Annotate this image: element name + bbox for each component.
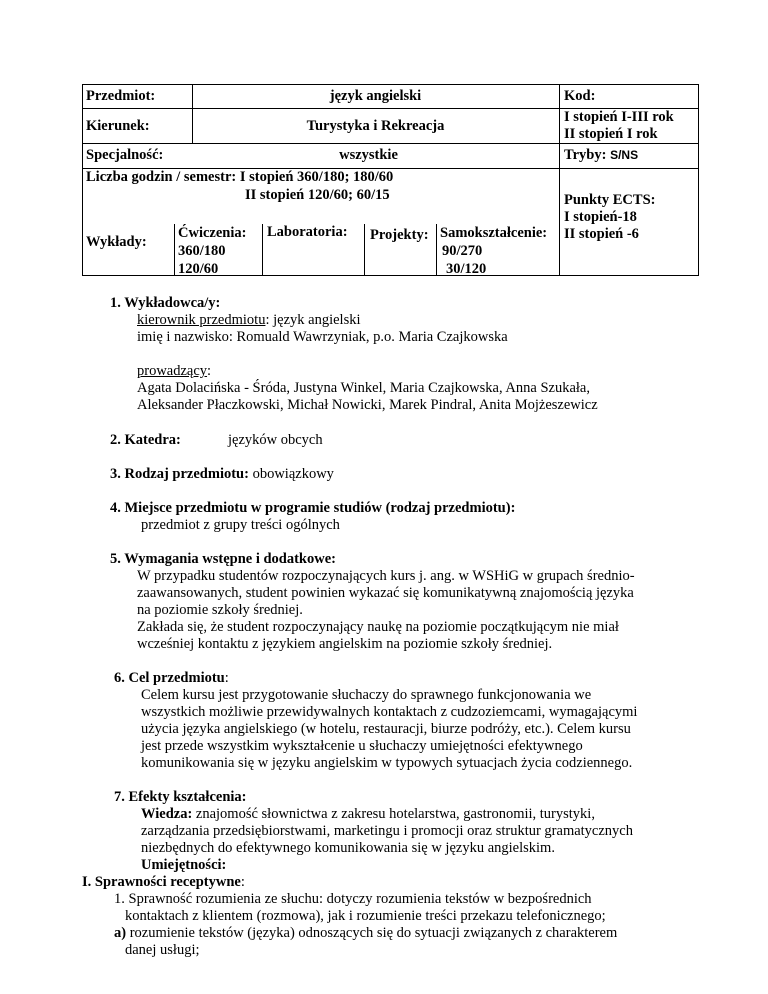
section-6-colon: : [224,670,229,686]
przedmiot-value: język angielski [329,88,422,104]
kierunek-label: Kierunek: [86,118,150,134]
cwiczenia-label: Ćwiczenia: [178,225,247,241]
samoksztalcenie-value: 30/120 [446,261,487,277]
kod-value-line: I stopień I-III rok [564,109,674,125]
ects-cell [564,192,655,243]
miejsce-value: przedmiot z grupy treści ogólnych [141,517,340,533]
table-col-divider [436,224,437,276]
sprawnosci-receptywne-line [82,874,245,891]
wymagania-line: zaawansowanych, student powinien wykazać się komunikatywną znajomością języka [137,585,634,601]
wymagania-line: wcześniej kontaktu z językiem angielskim na poziomie szkoły średniej. [137,636,553,652]
projekty-label: Projekty: [370,227,429,243]
cwiczenia-value: 120/60 [178,261,219,277]
table-col-divider [262,224,263,276]
tryby-label: Tryby: [564,147,607,163]
samoksztalcenie-cell [440,224,547,278]
section-3-title: 3. Rodzaj przedmiotu: [110,466,249,482]
table-col-divider [174,224,175,276]
przedmiot-label: Przedmiot: [86,88,156,104]
item-a-line: danej usługi; [125,942,200,958]
item-a-line [114,925,617,942]
wiedza-label: Wiedza: [141,806,193,822]
section-7-title: 7. Efekty kształcenia: [114,789,247,805]
section-4-title: 4. Miejsce przedmiotu w programie studiów (rodzaj przedmiotu): [110,500,516,516]
section-5-title: 5. Wymagania wstępne i dodatkowe: [110,551,336,567]
laboratoria-label: Laboratoria: [267,224,348,240]
prowadzacy-line [137,363,211,380]
section-3 [110,466,334,483]
liczba-godzin-line2: II stopień 120/60; 60/15 [245,187,390,203]
cwiczenia-cell [178,224,246,278]
section-6-title-line [114,670,229,687]
section-6-title: 6. Cel przedmiotu [114,670,225,686]
table-col-divider [364,224,365,276]
wiedza-line [141,806,595,823]
sprawnosc-1-line: kontaktach z klientem (rozmowa), jak i rozumienie treści przekazu telefonicznego; [125,908,606,924]
table-border-left [82,84,83,276]
specjalnosc-label: Specjalność: [86,147,164,163]
imie-nazwisko-line: imię i nazwisko: Romuald Wawrzyniak, p.o. Maria Czajkowska [137,329,508,345]
item-a-label: a) [114,925,127,941]
table-border-top [82,84,698,85]
wiedza-line: niezbędnych do efektywnego komunikowania się w języku angielskim. [141,840,555,856]
rodzaj-value: obowiązkowy [248,466,334,482]
wymagania-line: na poziomie szkoły średniej. [137,602,303,618]
kod-label: Kod: [564,88,596,104]
table-row-divider [82,143,698,144]
item-a-text: rozumienie tekstów (języka) odnoszących się do sytuacji związanych z charakterem [126,925,618,941]
kod-value [564,109,674,143]
prowadzacy-colon: : [207,363,212,379]
cel-line: jest przede wszystkim wykształcenie u słuchaczy umiejętności efektywnego [141,738,583,754]
katedra-value: języków obcych [228,432,323,448]
kierunek-value: Turystyka i Rekreacja [306,118,445,134]
kierownik-line [137,312,361,329]
samoksztalcenie-label: Samokształcenie: [440,225,548,241]
specjalnosc-value: wszystkie [339,147,398,163]
cel-line: komunikowania się w języku angielskim w typowych sytuacjach życia codziennego. [141,755,633,771]
table-col-divider [559,84,560,276]
kierownik-link[interactable]: kierownik przedmiotu [137,312,266,328]
cwiczenia-value: 360/180 [178,243,226,259]
wymagania-line: W przypadku studentów rozpoczynających kurs j. ang. w WSHiG w grupach średnio- [137,568,635,584]
table-border-right [698,84,699,276]
section-2-title: 2. Katedra: [110,432,181,448]
wyklady-label: Wykłady: [86,234,147,250]
sprawnosci-receptywne-title: I. Sprawności receptywne [82,874,241,890]
prowadzacy-names-line1: Agata Dolacińska - Śróda, Justyna Winkel, Maria Czajkowska, Anna Szukała, [137,380,590,396]
cel-line: użycia języka angielskiego (w hotelu, restauracji, biurze podróży, etc.). Celem kursu [141,721,631,737]
kierownik-value: : język angielski [265,312,361,328]
samoksztalcenie-value: 90/270 [442,243,483,259]
tryby [564,147,638,164]
ects-label: Punkty ECTS: [564,192,656,208]
sprawnosci-colon: : [240,874,245,890]
liczba-godzin-line1: Liczba godzin / semestr: I stopień 360/180; 180/60 [86,169,394,185]
prowadzacy-link[interactable]: prowadzący [137,363,208,379]
wiedza-text: znajomość słownictwa z zakresu hotelarstwa, gastronomii, turystyki, [192,806,595,822]
section-1-title: 1. Wykładowca/y: [110,295,221,311]
course-info-table [82,84,698,276]
ects-value: II stopień -6 [564,226,639,242]
tryby-value: S/NS [610,148,639,162]
prowadzacy-names-line2: Aleksander Płaczkowski, Michał Nowicki, Marek Pindral, Anita Mojżeszewicz [137,397,598,413]
cel-line: Celem kursu jest przygotowanie słuchaczy do sprawnego funkcjonowania we [141,687,592,703]
ects-value: I stopień-18 [564,209,637,225]
wymagania-line: Zakłada się, że student rozpoczynający naukę na poziomie początkującym nie miał [137,619,619,635]
sprawnosc-1-line: 1. Sprawność rozumienia ze słuchu: dotyczy rozumienia tekstów w bezpośrednich [114,891,592,907]
umiejetnosci-label: Umiejętności: [141,857,227,873]
kod-value-line: II stopień I rok [564,126,658,142]
cel-line: wszystkich możliwie przewidywalnych kontaktach z cudzoziemcami, wymagającymi [141,704,638,720]
wiedza-line: zarządzania przedsiębiorstwami, marketingu i promocji oraz struktur gramatycznych [141,823,633,839]
